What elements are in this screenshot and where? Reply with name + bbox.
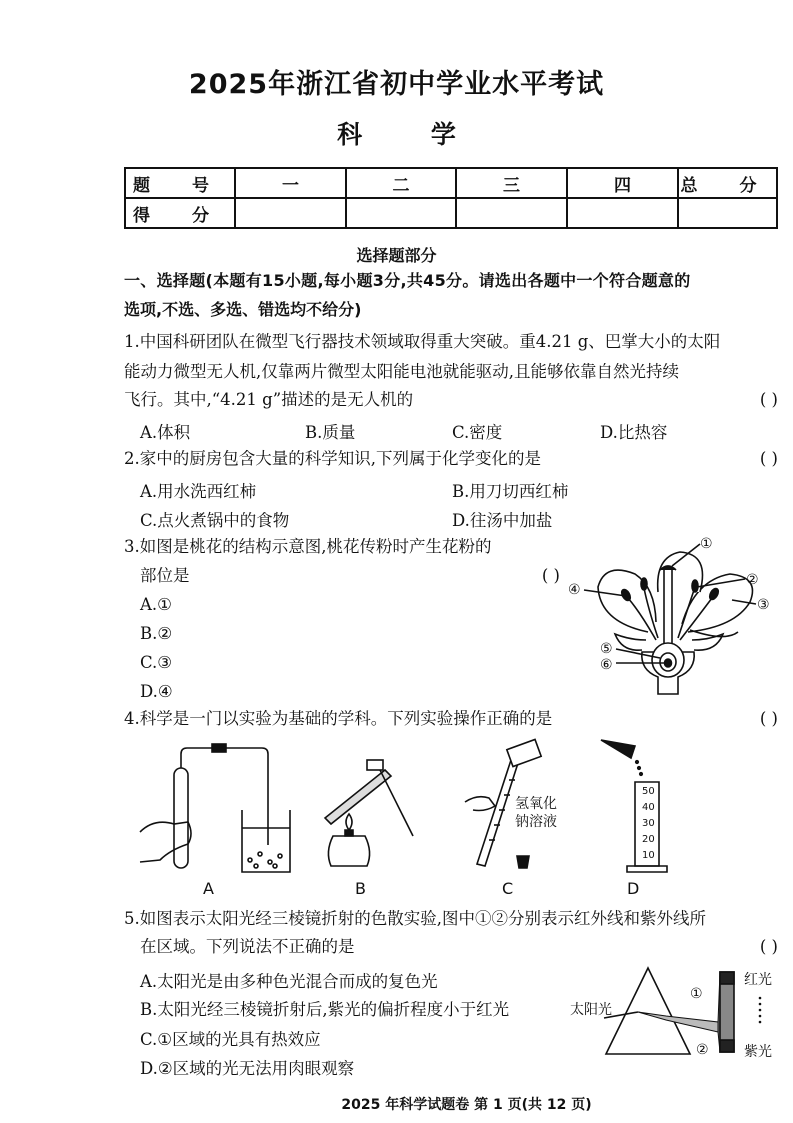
cylinder-tick-20: 20 — [642, 834, 655, 845]
violet-light-label: 紫光 — [744, 1044, 772, 1060]
q1-line-3 — [124, 390, 778, 410]
q3-option-d[interactable]: D.④ — [140, 682, 173, 701]
score-table-score-row — [125, 198, 777, 228]
flower-label-5: ⑤ — [600, 641, 613, 657]
score-cell-1: 一 — [235, 168, 346, 198]
page-footer: 2025 年科学试题卷 第 1 页(共 12 页) — [341, 1097, 592, 1113]
q1-text-3: 飞行。其中,“4.21 g”描述的是无人机的 — [124, 390, 414, 409]
q4-line-1 — [124, 709, 778, 729]
subject-title: 科 学 — [337, 120, 486, 149]
exam-title: 2025年浙江省初中学业水平考试 — [188, 69, 605, 100]
q1-text-1: 1.中国科研团队在微型飞行器技术领域取得重大突破。重4.21 g、巴掌大小的太阳 — [124, 332, 721, 351]
section-title: 选择题部分 — [356, 246, 437, 265]
peach-flower-diagram — [560, 532, 785, 702]
q5-option-c[interactable]: C.①区域的光具有热效应 — [140, 1030, 321, 1049]
q3-line-2 — [140, 566, 560, 586]
cylinder-tick-30: 30 — [642, 818, 655, 829]
q4-figure-b — [305, 740, 425, 880]
q1-option-d[interactable]: D.比热容 — [600, 423, 668, 442]
q3-option-b[interactable]: B.② — [140, 624, 173, 643]
q5-text-2: 在区域。下列说法不正确的是 — [140, 937, 355, 956]
red-light-label: 红光 — [744, 972, 772, 988]
q2-line-1 — [124, 449, 778, 469]
flower-label-1: ① — [700, 536, 713, 552]
score-cell-2: 二 — [346, 168, 456, 198]
q4-figure-d — [595, 736, 685, 880]
score-entry-total[interactable] — [678, 198, 777, 228]
naoh-label-2: 钠溶液 — [515, 814, 557, 830]
flower-label-2: ② — [746, 572, 759, 588]
ultraviolet-region-label: ② — [696, 1042, 709, 1058]
q3-text-2: 部位是 — [140, 566, 190, 585]
score-cell-label: 题 号 — [125, 168, 235, 198]
q1-line-2: 能动力微型无人机,仅靠两片微型太阳能电池就能驱动,且能够依靠自然光持续 — [124, 362, 679, 381]
q2-option-a[interactable]: A.用水洗西红柿 — [140, 482, 257, 501]
q5-line-1: 5.如图表示太阳光经三棱镜折射的色散实验,图中①②分别表示红外线和紫外线所 — [124, 909, 706, 928]
score-entry-4[interactable] — [567, 198, 678, 228]
q1-option-c[interactable]: C.密度 — [452, 423, 503, 442]
q3-line-1: 3.如图是桃花的结构示意图,桃花传粉时产生花粉的 — [124, 537, 492, 556]
instructions-line-2: 选项,不选、多选、错选均不给分) — [124, 300, 362, 319]
score-cell-3: 三 — [456, 168, 567, 198]
q4-label-a: A — [203, 879, 214, 898]
q4-text-1: 4.科学是一门以实验为基础的学科。下列实验操作正确的是 — [124, 709, 553, 728]
score-entry-1[interactable] — [235, 198, 346, 228]
score-entry-2[interactable] — [346, 198, 456, 228]
cylinder-tick-10: 10 — [642, 850, 655, 861]
cylinder-tick-50: 50 — [642, 786, 655, 797]
flower-label-6: ⑥ — [600, 657, 613, 673]
q1-option-a[interactable]: A.体积 — [140, 423, 191, 442]
instructions-line-1: 一、选择题(本题有15小题,每小题3分,共45分。请选出各题中一个符合题意的 — [124, 271, 691, 290]
q4-label-c: C — [502, 879, 514, 898]
cylinder-tick-40: 40 — [642, 802, 655, 813]
q5-option-a[interactable]: A.太阳光是由多种色光混合而成的复色光 — [140, 972, 438, 991]
q4-figure-c — [455, 740, 585, 880]
q2-answer-paren[interactable]: ( ) — [759, 449, 778, 468]
q3-option-c[interactable]: C.③ — [140, 653, 173, 672]
flower-label-3: ③ — [757, 597, 770, 613]
q1-answer-paren[interactable]: ( ) — [759, 390, 778, 409]
q3-option-a[interactable]: A.① — [140, 595, 172, 614]
q4-label-d: D — [627, 879, 640, 898]
q1-option-b[interactable]: B.质量 — [305, 423, 356, 442]
score-table — [124, 167, 778, 229]
q3-answer-paren[interactable]: ( ) — [541, 566, 560, 585]
q4-label-b: B — [355, 879, 366, 898]
q5-option-b[interactable]: B.太阳光经三棱镜折射后,紫光的偏折程度小于红光 — [140, 1000, 510, 1019]
naoh-label-1: 氢氧化 — [515, 796, 557, 812]
q2-option-d[interactable]: D.往汤中加盐 — [452, 511, 553, 530]
prism-dispersion-diagram — [568, 962, 783, 1062]
score-entry-3[interactable] — [456, 198, 567, 228]
flower-label-4: ④ — [568, 582, 581, 598]
q1-line-1 — [124, 332, 778, 352]
score-cell-total: 总 分 — [678, 168, 777, 198]
sunlight-label: 太阳光 — [570, 1002, 612, 1018]
q5-line-2 — [124, 937, 778, 957]
q2-option-c[interactable]: C.点火煮锅中的食物 — [140, 511, 290, 530]
score-row-label: 得 分 — [125, 198, 235, 228]
q5-answer-paren[interactable]: ( ) — [759, 937, 778, 956]
infrared-region-label: ① — [690, 986, 703, 1002]
q2-option-b[interactable]: B.用刀切西红柿 — [452, 482, 569, 501]
score-table-header-row — [125, 168, 777, 198]
q2-text-1: 2.家中的厨房包含大量的科学知识,下列属于化学变化的是 — [124, 449, 541, 468]
score-cell-4: 四 — [567, 168, 678, 198]
q5-option-d[interactable]: D.②区域的光无法用肉眼观察 — [140, 1059, 355, 1078]
q4-answer-paren[interactable]: ( ) — [759, 709, 778, 728]
q4-figure-a — [130, 740, 300, 880]
